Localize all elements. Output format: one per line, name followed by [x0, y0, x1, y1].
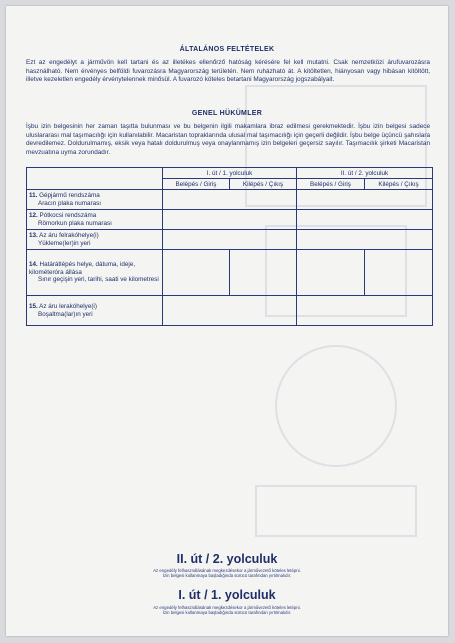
- trip2-entry-header: Belépés / Giriş: [297, 179, 365, 190]
- trip2-exit-header: Kilépés / Çıkış: [365, 179, 433, 190]
- table-corner-cell: [27, 168, 163, 190]
- permit-page-back: [6, 6, 448, 636]
- table-row: [27, 250, 433, 296]
- trip2-coupon-note-tr: İzin belgesi kullanmaya başladığında sürücü tarafından yırtılmalıdır.: [162, 573, 292, 578]
- trip2-exit-border-field[interactable]: [365, 250, 433, 296]
- trip2-vehicle-plate-field[interactable]: [297, 190, 433, 210]
- conditions-body-hu: Ezt az engedélyt a járművön kell tartani és az illetékes ellenőrző hatóság kérésére fel kell mutatni. Csak nemzetközi árufuvarozásra használható. Nem érvényes belföldi fuvarozásra Magyarország területén. Nem ruházható át. A kitöltetlen, hiányosan vagy hibásan kitöltött, illetve kezeletlen engedély érvénytelennek minősül. A fuvarozó köteles betartani Magyarország jogszabályait.: [26, 59, 430, 84]
- trip2-entry-border-field[interactable]: [297, 250, 365, 296]
- conditions-title-hu: ÁLTALÁNOS FELTÉTELEK: [179, 46, 275, 53]
- trip2-trailer-plate-field[interactable]: [297, 210, 433, 230]
- trip1-coupon-note-hu: Az engedély felhasználásának megkezdésekor a járművezető köteles letépni.: [153, 605, 301, 610]
- trip1-entry-header: Belépés / Giriş: [163, 179, 230, 190]
- row-label: 15. Az áru lerakóhelye(i) Boşaltma(lar)ın yeri: [27, 296, 163, 326]
- table-row: [27, 230, 433, 250]
- journey-table: [26, 167, 433, 326]
- trip2-coupon-note-hu: Az engedély felhasználásának megkezdésekor a járművezető köteles letépni.: [153, 568, 301, 573]
- trip1-loading-place-field[interactable]: [163, 230, 297, 250]
- trip1-coupon-title: I. út / 1. yolculuk: [178, 588, 276, 602]
- trip2-unloading-place-field[interactable]: [297, 296, 433, 326]
- row-label: 14. Határátlépés helye, dátuma, ideje, kilométeróra állása Sınır geçişin yeri, tarihi, saati ve kilometresi: [27, 250, 163, 296]
- trip1-exit-border-field[interactable]: [230, 250, 297, 296]
- trip1-trailer-plate-field[interactable]: [163, 210, 297, 230]
- trip1-entry-border-field[interactable]: [163, 250, 230, 296]
- row-label: 13. Az áru felrakóhelye(i) Yükleme(ler)in yeri: [27, 230, 163, 250]
- trip1-header: I. út / 1. yolculuk: [163, 168, 297, 179]
- trip2-loading-place-field[interactable]: [297, 230, 433, 250]
- table-row: [27, 210, 433, 230]
- trip2-header: II. út / 2. yolculuk: [297, 168, 433, 179]
- trip1-coupon-note-tr: İzin belgesi kullanmaya başladığında sürücü tarafından yırtılmalıdır.: [162, 610, 292, 615]
- row-label: 11. Gépjármű rendszáma Aracın plaka numarası: [27, 190, 163, 210]
- trip1-unloading-place-field[interactable]: [163, 296, 297, 326]
- table-row: [27, 190, 433, 210]
- row-label: 12. Pótkocsi rendszáma Römorkun plaka numarası: [27, 210, 163, 230]
- trip1-vehicle-plate-field[interactable]: [163, 190, 297, 210]
- table-row: [27, 296, 433, 326]
- trip1-exit-header: Kilépés / Çıkış: [230, 179, 297, 190]
- trip2-coupon-title: II. út / 2. yolculuk: [176, 552, 278, 566]
- conditions-title-tr: GENEL HÜKÜMLER: [191, 110, 263, 117]
- conditions-body-tr: İşbu izin belgesinin her zaman taşıtta bulunması ve bu belgenin ilgili makamlara ibraz edilmesi gerekmektedir. İşbu izin belgesi sadece uluslararası mal taşımacılığı için kullanılabilir. Macaristan topraklarında ulusal mal taşımacılığı için geçerli değildir. İşbu belge üçüncü şahıslara devredilemez. Doldurulmamış, eksik veya hatalı doldurulmuş veya onaylanmamış izin belgeleri geçersiz sayılır. Taşımacılık şirketi Macaristan mevzuatına uyma zorundadır.: [26, 123, 430, 156]
